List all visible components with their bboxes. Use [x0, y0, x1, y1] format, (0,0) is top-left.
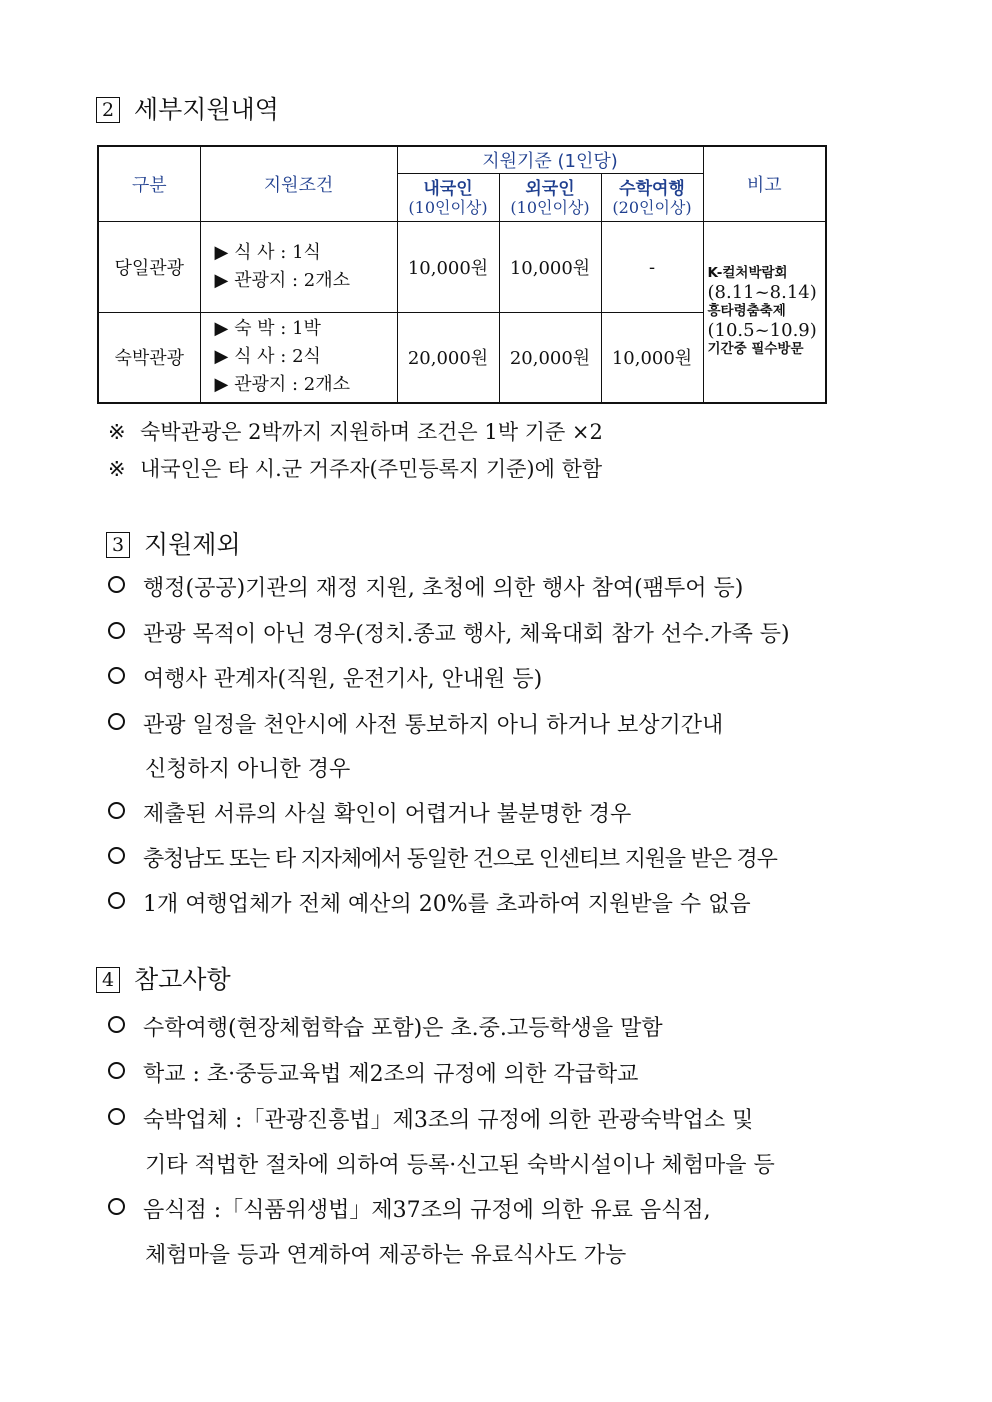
condition-line: ▶ 관광지 : 2개소 — [214, 270, 350, 291]
list-item — [108, 1196, 711, 1226]
header-category: 구분 — [98, 146, 200, 222]
list-item-text: 관광 일정을 천안시에 사전 통보하지 아니 하거나 보상기간내 — [143, 713, 724, 738]
circle-bullet-icon — [108, 622, 125, 639]
remark-text: 숙박관광은 2박까지 지원하며 조건은 1박 기준 ×2 — [140, 420, 603, 444]
list-item-continuation: 기타 적법한 절차에 의하여 등록·신고된 숙박시설이나 체험마을 등 — [145, 1153, 775, 1178]
circle-bullet-icon — [108, 1062, 125, 1079]
support-table — [97, 145, 827, 404]
list-item-text: 관광 목적이 아닌 경우(정치.종교 행사, 체육대회 참가 선수.가족 등) — [143, 622, 790, 647]
condition-line: ▶ 숙 박 : 1박 — [214, 318, 321, 340]
header-foreign-sub: (10인이상) — [510, 197, 590, 217]
section4-title: 참고사항 — [134, 965, 231, 994]
list-item-text: 학교 : 초·중등교육법 제2조의 규정에 의한 각급학교 — [143, 1062, 639, 1087]
row-conditions — [200, 222, 397, 313]
remark-line — [108, 455, 602, 483]
header-domestic-sub: (10인이상) — [408, 197, 488, 217]
list-item-text: 여행사 관계자(직원, 운전기사, 안내원 등) — [143, 667, 543, 692]
condition-line: ▶ 식 사 : 2식 — [214, 346, 321, 368]
list-item — [108, 1014, 663, 1044]
list-item-text: 1개 여행업체가 전체 예산의 20%를 초과하여 지원받을 수 없음 — [143, 892, 751, 917]
list-item — [108, 1060, 638, 1090]
section3-heading — [106, 530, 241, 560]
header-condition: 지원조건 — [200, 146, 397, 222]
note-line: K-컬처박람회 — [707, 265, 788, 282]
section2-number: 2 — [96, 97, 120, 123]
condition-line: ▶ 식 사 : 1식 — [214, 242, 321, 263]
remark-text: 내국인은 타 시.군 거주자(주민등록지 기준)에 한함 — [140, 457, 603, 481]
row-category: 당일관광 — [98, 222, 200, 313]
header-criteria: 지원기준 (1인당) — [397, 146, 703, 174]
list-item — [108, 845, 777, 875]
reference-mark-icon: ※ — [108, 420, 126, 444]
list-item-text: 충청남도 또는 타 지자체에서 동일한 건으로 인센티브 지원을 받은 경우 — [143, 847, 777, 872]
list-item-text: 행정(공공)기관의 재정 지원, 초청에 의한 행사 참여(팸투어 등) — [143, 576, 744, 601]
section3-number: 3 — [106, 532, 130, 558]
list-item — [108, 1106, 753, 1136]
circle-bullet-icon — [108, 1108, 125, 1125]
list-item-text: 음식점 :「식품위생법」제37조의 규정에 의한 유료 음식점, — [143, 1198, 711, 1223]
section4-number: 4 — [96, 967, 120, 993]
header-domestic-label: 내국인 — [423, 178, 473, 199]
header-domestic — [397, 174, 499, 222]
section2-title: 세부지원내역 — [134, 95, 279, 124]
list-item — [108, 890, 751, 920]
list-item-text: 제출된 서류의 사실 확인이 어렵거나 불분명한 경우 — [143, 802, 632, 827]
row-domestic: 10,000원 — [397, 222, 499, 313]
section2-heading — [96, 95, 279, 125]
row-domestic: 20,000원 — [397, 313, 499, 403]
circle-bullet-icon — [108, 576, 125, 593]
note-line: (10.5~10.9) — [707, 320, 817, 342]
list-item — [108, 620, 790, 650]
list-item-continuation: 체험마을 등과 연계하여 제공하는 유료식사도 가능 — [145, 1243, 627, 1268]
header-school-sub: (20인이상) — [612, 197, 692, 217]
header-foreign-label: 외국인 — [525, 178, 575, 199]
row-foreign: 20,000원 — [499, 313, 601, 403]
section4-heading — [96, 965, 231, 995]
circle-bullet-icon — [108, 1198, 125, 1215]
list-item — [108, 665, 542, 695]
header-school-label: 수학여행 — [619, 178, 685, 199]
note-line: 흥타령춤축제 — [707, 303, 786, 320]
list-item — [108, 574, 743, 604]
list-item-text: 숙박업체 :「관광진흥법」제3조의 규정에 의한 관광숙박업소 및 — [143, 1108, 754, 1133]
row-conditions — [200, 313, 397, 403]
circle-bullet-icon — [108, 802, 125, 819]
table-row — [98, 222, 826, 313]
row-foreign: 10,000원 — [499, 222, 601, 313]
circle-bullet-icon — [108, 1016, 125, 1033]
row-category: 숙박관광 — [98, 313, 200, 403]
circle-bullet-icon — [108, 713, 125, 730]
header-foreign — [499, 174, 601, 222]
circle-bullet-icon — [108, 892, 125, 909]
list-item-continuation: 신청하지 아니한 경우 — [145, 757, 351, 782]
header-note: 비고 — [703, 146, 826, 222]
note-line: 기간중 필수방문 — [707, 341, 804, 358]
row-school: 10,000원 — [601, 313, 703, 403]
header-school — [601, 174, 703, 222]
reference-mark-icon: ※ — [108, 457, 126, 481]
circle-bullet-icon — [108, 667, 125, 684]
note-line: (8.11~8.14) — [707, 282, 817, 304]
section3-title: 지원제외 — [144, 530, 241, 559]
list-item-text: 수학여행(현장체험학습 포함)은 초.중.고등학생을 말함 — [143, 1016, 663, 1041]
remark-line — [108, 418, 603, 446]
row-note — [703, 222, 826, 403]
list-item — [108, 800, 631, 830]
condition-line: ▶ 관광지 : 2개소 — [214, 374, 350, 396]
row-school: - — [601, 222, 703, 313]
circle-bullet-icon — [108, 847, 125, 864]
list-item — [108, 711, 723, 741]
